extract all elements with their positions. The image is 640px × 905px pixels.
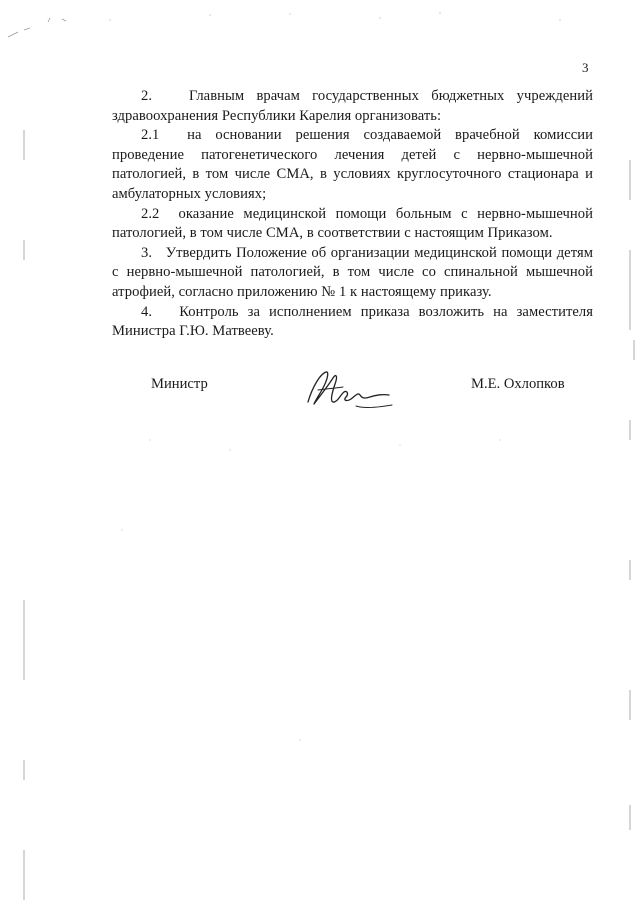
- page-number: 3: [582, 60, 589, 75]
- paragraph-item-2-1: 2.1 на основании решения создаваемой врачебной комиссии проведение патогенетического лечения детей с нервно-мышечной патологией, в том числе СМА, в условиях круглосуточного стационара и амбулаторных условиях;: [112, 127, 593, 202]
- signatory-name: М.Е. Охлопков: [471, 376, 565, 392]
- paragraph-item-2: 2. Главным врачам государственных бюджетных учреждений здравоохранения Республики Карелия организовать:: [112, 88, 593, 124]
- signatory-title: Министр: [151, 376, 208, 392]
- document-body: [112, 87, 593, 342]
- paragraph-item-3: 3. Утвердить Положение об организации медицинской помощи детям с нервно-мышечной патологией, в том числе со спинальной мышечной атрофией, согласно приложению № 1 к настоящему приказу.: [112, 244, 593, 300]
- paragraph-item-2-2: 2.2 оказание медицинской помощи больным с нервно-мышечной патологией, в том числе СМА, в соответствии с настоящим Приказом.: [112, 205, 593, 242]
- handwritten-signature: [296, 364, 396, 424]
- paragraph-item-4: 4. Контроль за исполнением приказа возложить на заместителя Министра Г.Ю. Матвееву.: [112, 303, 593, 340]
- signature-block: [0, 364, 640, 434]
